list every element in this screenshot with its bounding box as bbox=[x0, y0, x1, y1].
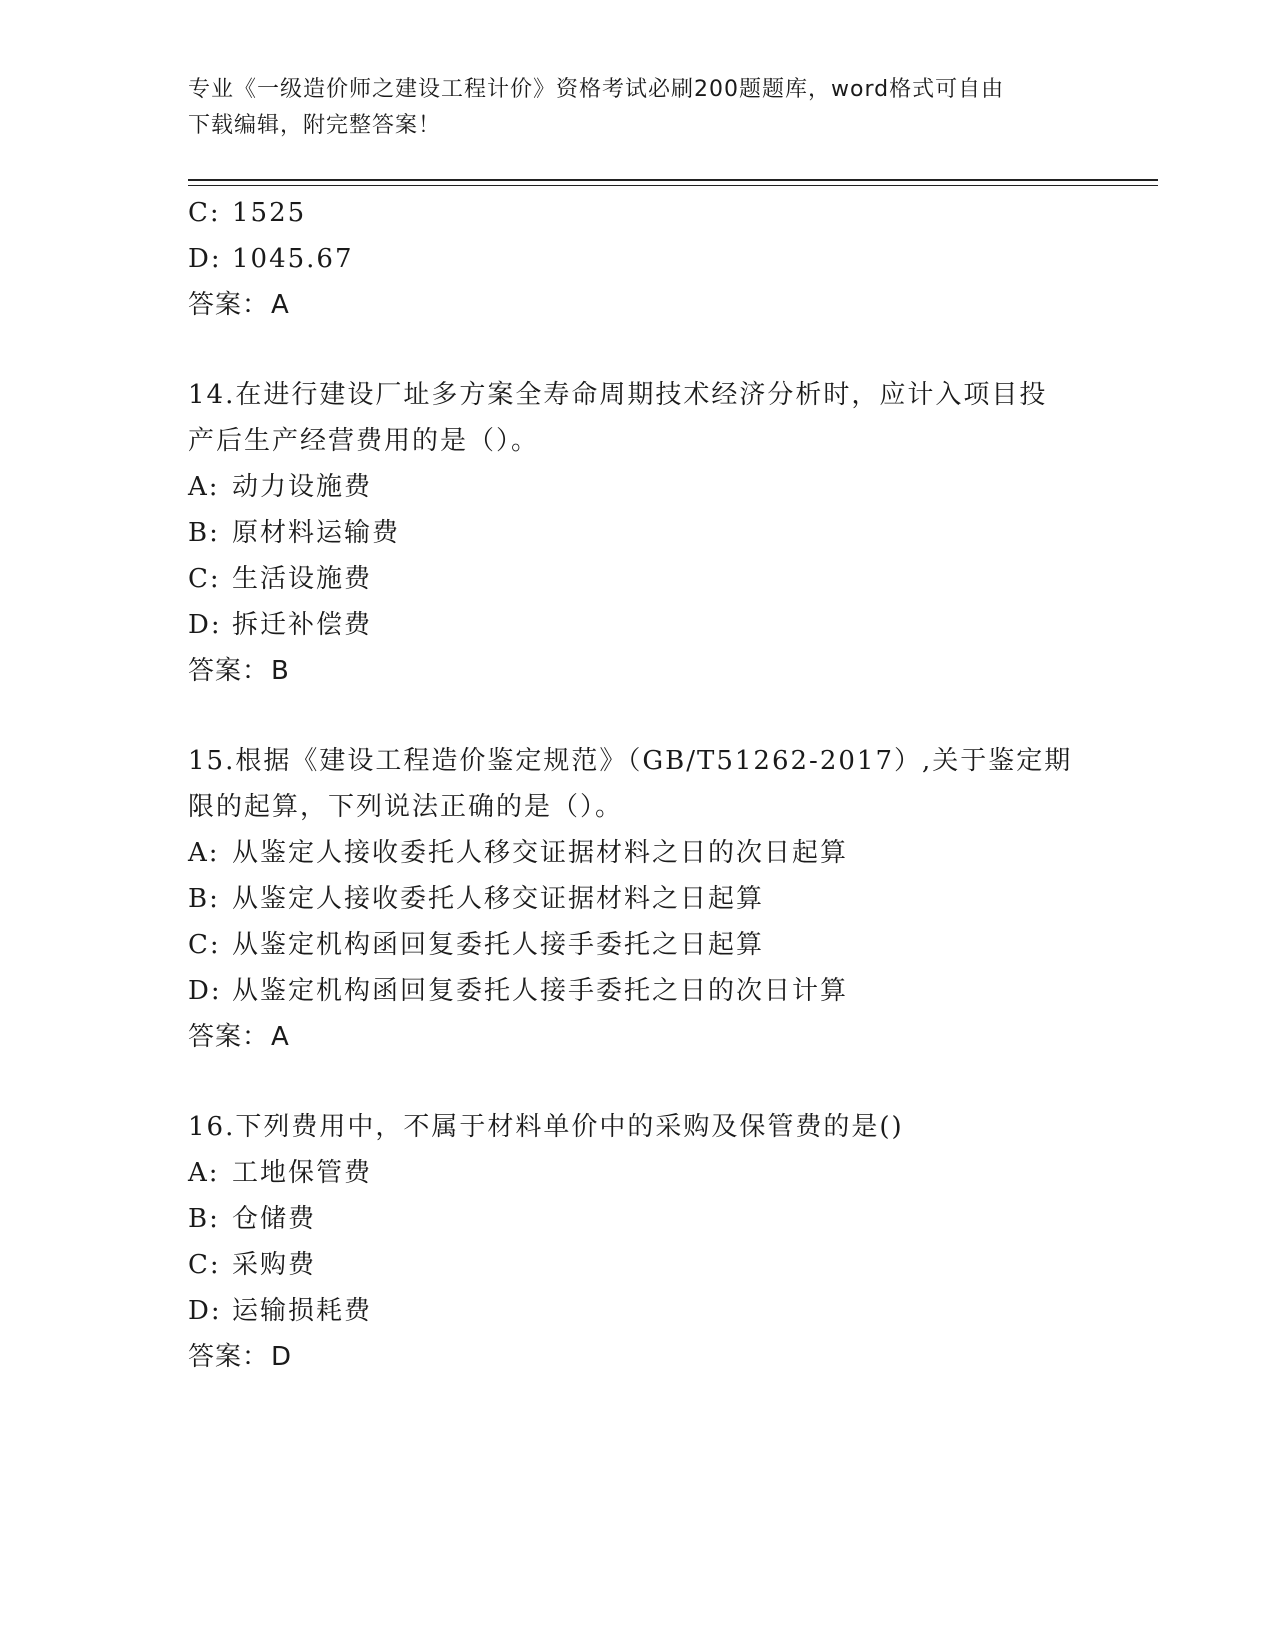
question-content bbox=[188, 190, 1138, 1380]
option-key: D: bbox=[188, 1296, 222, 1326]
option-text: 生活设施费 bbox=[232, 564, 373, 594]
option-text: 1525 bbox=[232, 198, 307, 228]
header-line-2: 下载编辑，附完整答案！ bbox=[188, 113, 442, 138]
answer-value: D bbox=[271, 1342, 293, 1372]
option-key: A: bbox=[188, 838, 220, 868]
option-key: A: bbox=[188, 1158, 220, 1188]
option-key: B: bbox=[188, 884, 220, 914]
option-key: A: bbox=[188, 472, 220, 502]
option-d bbox=[188, 602, 1138, 648]
answer-line bbox=[188, 1014, 1138, 1060]
answer-line bbox=[188, 282, 1138, 328]
answer-label: 答案： bbox=[188, 656, 270, 686]
option-d bbox=[188, 236, 1138, 282]
option-c bbox=[188, 190, 1138, 236]
option-text: 运输损耗费 bbox=[232, 1296, 373, 1326]
question-16-line-1: 16.下列费用中，不属于材料单价中的采购及保管费的是() bbox=[188, 1112, 904, 1142]
option-b bbox=[188, 510, 1138, 556]
option-key: D: bbox=[188, 610, 222, 640]
option-key: C: bbox=[188, 564, 221, 594]
option-d bbox=[188, 968, 1138, 1014]
option-text: 从鉴定人接收委托人移交证据材料之日的次日起算 bbox=[232, 838, 849, 868]
header-divider-thick bbox=[188, 179, 1158, 181]
option-key: C: bbox=[188, 198, 221, 228]
answer-label: 答案： bbox=[188, 290, 270, 320]
option-text: 动力设施费 bbox=[232, 472, 373, 502]
answer-line bbox=[188, 1334, 1138, 1380]
question-14-line-2: 产后生产经营费用的是（）。 bbox=[188, 426, 540, 456]
answer-line bbox=[188, 648, 1138, 694]
option-key: C: bbox=[188, 930, 221, 960]
question-14-line-1: 14.在进行建设厂址多方案全寿命周期技术经济分析时，应计入项目投 bbox=[188, 380, 1048, 410]
option-a bbox=[188, 464, 1138, 510]
option-key: C: bbox=[188, 1250, 221, 1280]
answer-label: 答案： bbox=[188, 1022, 270, 1052]
option-c bbox=[188, 556, 1138, 602]
option-text: 原材料运输费 bbox=[232, 518, 401, 548]
option-text: 从鉴定机构函回复委托人接手委托之日的次日计算 bbox=[232, 976, 849, 1006]
answer-label: 答案： bbox=[188, 1342, 270, 1372]
option-text: 从鉴定人接收委托人移交证据材料之日起算 bbox=[232, 884, 765, 914]
answer-value: A bbox=[271, 1022, 290, 1052]
option-a bbox=[188, 1150, 1138, 1196]
option-text: 1045.67 bbox=[232, 244, 354, 274]
option-d bbox=[188, 1288, 1138, 1334]
spacer bbox=[188, 328, 1138, 372]
option-key: D: bbox=[188, 976, 222, 1006]
answer-value: A bbox=[271, 290, 290, 320]
option-key: B: bbox=[188, 518, 220, 548]
option-text: 工地保管费 bbox=[232, 1158, 373, 1188]
option-text: 拆迁补偿费 bbox=[232, 610, 373, 640]
option-b bbox=[188, 1196, 1138, 1242]
option-text: 仓储费 bbox=[232, 1204, 317, 1234]
page-header bbox=[188, 72, 1078, 144]
option-b bbox=[188, 876, 1138, 922]
option-text: 采购费 bbox=[232, 1250, 317, 1280]
header-line-1: 专业《一级造价师之建设工程计价》资格考试必刷200题题库，word格式可自由 bbox=[188, 77, 1005, 102]
option-key: D: bbox=[188, 244, 222, 274]
option-key: B: bbox=[188, 1204, 220, 1234]
header-divider-thin bbox=[188, 185, 1158, 186]
option-a bbox=[188, 830, 1138, 876]
option-c bbox=[188, 922, 1138, 968]
answer-value: B bbox=[271, 656, 290, 686]
spacer bbox=[188, 694, 1138, 738]
question-15-line-2: 限的起算，下列说法正确的是（）。 bbox=[188, 792, 624, 822]
option-text: 从鉴定机构函回复委托人接手委托之日起算 bbox=[232, 930, 765, 960]
spacer bbox=[188, 1060, 1138, 1104]
question-15-line-1: 15.根据《建设工程造价鉴定规范》（GB/T51262-2017）,关于鉴定期 bbox=[188, 746, 1073, 776]
option-c bbox=[188, 1242, 1138, 1288]
